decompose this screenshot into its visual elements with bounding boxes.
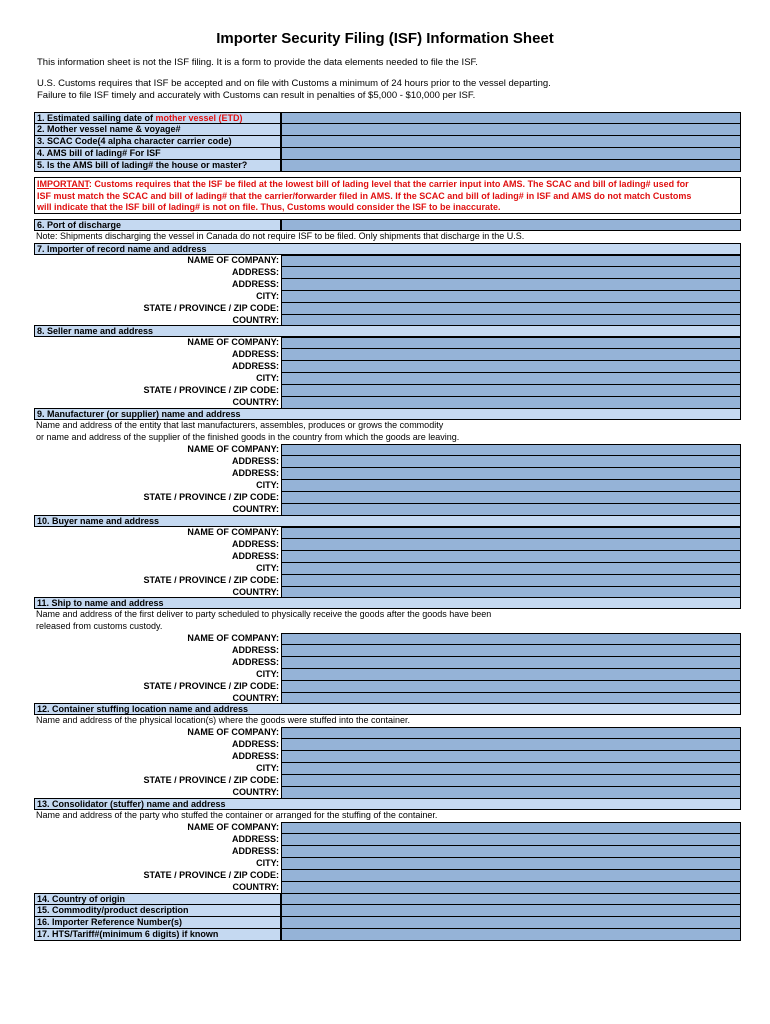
field-label: ADDRESS: (231, 834, 279, 844)
field-row (34, 775, 741, 787)
section-description: released from customs custody. (36, 621, 163, 631)
field-row (34, 539, 741, 551)
stuffing-city-input[interactable] (281, 763, 741, 775)
field-label: CITY: (256, 291, 279, 301)
field-label: NAME OF COMPANY: (187, 255, 279, 265)
stuffing-address-input-1[interactable] (281, 739, 741, 751)
ship-to-company-input[interactable] (281, 633, 741, 645)
consolidator-state-zip-input[interactable] (281, 870, 741, 882)
top-questions-table (34, 112, 741, 172)
field-label: ADDRESS: (231, 468, 279, 478)
section-header-importer: 7. Importer of record name and address (34, 243, 741, 255)
consolidator-company-input[interactable] (281, 822, 741, 834)
field-row (34, 739, 741, 751)
question-row-scac (34, 136, 741, 148)
section-description: Name and address of the physical location(s) where the goods were stuffed into the container. (36, 715, 411, 725)
field-label: COUNTRY: (232, 587, 279, 597)
question-row-port (34, 219, 741, 231)
field-row (34, 858, 741, 870)
field-label: ADDRESS: (231, 645, 279, 655)
field-label: STATE / PROVINCE / ZIP CODE: (143, 303, 279, 313)
scac-code-input[interactable] (281, 136, 741, 148)
question-row-house-master (34, 160, 741, 172)
buyer-address-input-2[interactable] (281, 551, 741, 563)
intro-requirement: U.S. Customs requires that ISF be accepted and on file with Customs a minimum of 24 hours prior to the vessel departing. (37, 78, 551, 89)
commodity-description-input[interactable] (281, 905, 741, 917)
field-row (34, 349, 741, 361)
page-title: Importer Security Filing (ISF) Information Sheet (216, 30, 554, 47)
section-description: Name and address of the first deliver to party scheduled to physically receive the goods after the goods have been (36, 609, 492, 619)
stuffing-address-input-2[interactable] (281, 751, 741, 763)
question-label-etd: 1. Estimated sailing date of mother vessel (ETD) (34, 112, 281, 124)
field-row (34, 468, 741, 480)
importer-reference-input[interactable] (281, 917, 741, 929)
question-label-reference: 16. Importer Reference Number(s) (34, 917, 281, 929)
field-label: ADDRESS: (231, 361, 279, 371)
field-label: CITY: (256, 763, 279, 773)
manufacturer-company-input[interactable] (281, 444, 741, 456)
question-label-house-master: 5. Is the AMS bill of lading# the house or master? (34, 160, 281, 172)
field-label: COUNTRY: (232, 315, 279, 325)
section-header-consolidator: 13. Consolidator (stuffer) name and address (34, 798, 741, 810)
field-label: STATE / PROVINCE / ZIP CODE: (143, 775, 279, 785)
importer-company-input[interactable] (281, 255, 741, 267)
section-consolidator (34, 798, 741, 894)
field-label: ADDRESS: (231, 539, 279, 549)
section-description: Name and address of the entity that last manufacturers, assembles, produces or grows the commodity (36, 420, 444, 430)
question-label-commodity: 15. Commodity/product description (34, 905, 281, 917)
field-label: COUNTRY: (232, 397, 279, 407)
section-header-stuffing-location: 12. Container stuffing location name and address (34, 703, 741, 715)
question-label-bol: 4. AMS bill of lading# For ISF (34, 148, 281, 160)
field-label: ADDRESS: (231, 267, 279, 277)
field-row (34, 657, 741, 669)
importer-address-input-2[interactable] (281, 279, 741, 291)
field-row (34, 846, 741, 858)
field-label: STATE / PROVINCE / ZIP CODE: (143, 870, 279, 880)
port-note: Note: Shipments discharging the vessel in Canada do not require ISF to be filed. Only shipments that discharge in the U.S. (36, 231, 525, 241)
field-row (34, 669, 741, 681)
section-manufacturer (34, 408, 741, 516)
manufacturer-state-zip-input[interactable] (281, 492, 741, 504)
field-row (34, 279, 741, 291)
question-label-hts: 17. HTS/Tariff#(minimum 6 digits) if known (34, 929, 281, 941)
field-row (34, 444, 741, 456)
field-row (34, 575, 741, 587)
importer-state-zip-input[interactable] (281, 303, 741, 315)
field-row (34, 727, 741, 739)
stuffing-state-zip-input[interactable] (281, 775, 741, 787)
intro-penalty: Failure to file ISF timely and accurately with Customs can result in penalties of $5,000 - $10,000 per ISF. (37, 90, 476, 101)
section-description: Name and address of the party who stuffed the container or arranged for the stuffing of the container. (36, 810, 438, 820)
section-header-ship-to: 11. Ship to name and address (34, 597, 741, 609)
field-label: STATE / PROVINCE / ZIP CODE: (143, 681, 279, 691)
field-label: COUNTRY: (232, 504, 279, 514)
field-label: CITY: (256, 669, 279, 679)
manufacturer-address-input-2[interactable] (281, 468, 741, 480)
field-label: NAME OF COMPANY: (187, 727, 279, 737)
field-row (34, 385, 741, 397)
field-row (34, 337, 741, 349)
section-stuffing-location (34, 703, 741, 799)
bottom-questions-table (34, 893, 741, 941)
field-row (34, 633, 741, 645)
hts-tariff-input[interactable] (281, 929, 741, 941)
question-label-port: 6. Port of discharge (34, 219, 281, 231)
question-label-origin: 14. Country of origin (34, 893, 281, 905)
country-of-origin-input[interactable] (281, 893, 741, 905)
field-row (34, 291, 741, 303)
field-label: ADDRESS: (231, 551, 279, 561)
field-label: NAME OF COMPANY: (187, 337, 279, 347)
field-row (34, 492, 741, 504)
important-notice: IMPORTANT: Customs requires that the ISF be filed at the lowest bill of lading level that the carrier input into AMS. The SCAC and bill of lading# used for ISF must match the SCAC and bill of lading# that the carrier/forwarder filed in AMS. If the SCAC and bill of lading# in ISF and AMS do not match Customs will indicate that the ISF bill of lading# is not on file. Thus, Customs would consider the ISF to be inaccurate. (34, 177, 741, 214)
field-row (34, 361, 741, 373)
field-label: COUNTRY: (232, 787, 279, 797)
question-label-vessel: 2. Mother vessel name & voyage# (34, 124, 281, 136)
important-label: IMPORTANT (37, 179, 89, 189)
field-label: CITY: (256, 858, 279, 868)
section-header-manufacturer: 9. Manufacturer (or supplier) name and address (34, 408, 741, 420)
field-row (34, 303, 741, 315)
field-label: ADDRESS: (231, 349, 279, 359)
field-row (34, 480, 741, 492)
field-row (34, 527, 741, 539)
field-label: CITY: (256, 373, 279, 383)
question-row-etd (34, 112, 741, 124)
field-label: NAME OF COMPANY: (187, 444, 279, 454)
section-header-buyer: 10. Buyer name and address (34, 515, 741, 527)
section-header-seller: 8. Seller name and address (34, 325, 741, 337)
seller-state-zip-input[interactable] (281, 385, 741, 397)
importer-address-input-1[interactable] (281, 267, 741, 279)
seller-city-input[interactable] (281, 373, 741, 385)
field-label: NAME OF COMPANY: (187, 633, 279, 643)
seller-address-input-1[interactable] (281, 349, 741, 361)
field-row (34, 870, 741, 882)
field-label: STATE / PROVINCE / ZIP CODE: (143, 385, 279, 395)
field-row (34, 763, 741, 775)
field-row (34, 373, 741, 385)
field-label: COUNTRY: (232, 693, 279, 703)
question-row-origin (34, 893, 741, 905)
buyer-state-zip-input[interactable] (281, 575, 741, 587)
stuffing-company-input[interactable] (281, 727, 741, 739)
consolidator-city-input[interactable] (281, 858, 741, 870)
consolidator-address-input-2[interactable] (281, 846, 741, 858)
question-row-vessel (34, 124, 741, 136)
section-description: or name and address of the supplier of the finished goods in the country from which the goods are leaving. (36, 432, 460, 442)
field-row (34, 681, 741, 693)
field-row (34, 563, 741, 575)
field-label: ADDRESS: (231, 751, 279, 761)
field-label: ADDRESS: (231, 279, 279, 289)
section-buyer (34, 515, 741, 599)
field-label: COUNTRY: (232, 882, 279, 892)
ship-to-city-input[interactable] (281, 669, 741, 681)
intro-disclaimer: This information sheet is not the ISF filing. It is a form to provide the data elements needed to file the ISF. (37, 57, 478, 68)
field-label: STATE / PROVINCE / ZIP CODE: (143, 575, 279, 585)
field-row (34, 751, 741, 763)
section-importer (34, 243, 741, 327)
field-row (34, 645, 741, 657)
field-label: ADDRESS: (231, 657, 279, 667)
field-label: ADDRESS: (231, 739, 279, 749)
field-label: STATE / PROVINCE / ZIP CODE: (143, 492, 279, 502)
ams-bol-input[interactable] (281, 148, 741, 160)
importer-city-input[interactable] (281, 291, 741, 303)
question-row-reference (34, 917, 741, 929)
manufacturer-city-input[interactable] (281, 480, 741, 492)
field-label: ADDRESS: (231, 846, 279, 856)
field-row (34, 456, 741, 468)
port-of-discharge-input[interactable] (281, 219, 741, 231)
port-of-discharge-table (34, 219, 741, 243)
section-ship-to (34, 597, 741, 705)
manufacturer-address-input-1[interactable] (281, 456, 741, 468)
field-row (34, 551, 741, 563)
field-label: NAME OF COMPANY: (187, 822, 279, 832)
field-label: NAME OF COMPANY: (187, 527, 279, 537)
ship-to-state-zip-input[interactable] (281, 681, 741, 693)
vessel-voyage-input[interactable] (281, 124, 741, 136)
section-seller (34, 325, 741, 409)
question-row-commodity (34, 905, 741, 917)
buyer-city-input[interactable] (281, 563, 741, 575)
seller-address-input-2[interactable] (281, 361, 741, 373)
field-row (34, 267, 741, 279)
etd-input[interactable] (281, 112, 741, 124)
seller-company-input[interactable] (281, 337, 741, 349)
field-label: ADDRESS: (231, 456, 279, 466)
house-master-input[interactable] (281, 160, 741, 172)
field-label: CITY: (256, 563, 279, 573)
ship-to-address-input-2[interactable] (281, 657, 741, 669)
field-row (34, 834, 741, 846)
buyer-address-input-1[interactable] (281, 539, 741, 551)
buyer-company-input[interactable] (281, 527, 741, 539)
question-label-scac: 3. SCAC Code(4 alpha character carrier code) (34, 136, 281, 148)
field-label: CITY: (256, 480, 279, 490)
field-row (34, 822, 741, 834)
consolidator-address-input-1[interactable] (281, 834, 741, 846)
ship-to-address-input-1[interactable] (281, 645, 741, 657)
question-row-hts (34, 929, 741, 941)
field-row (34, 255, 741, 267)
question-row-bol (34, 148, 741, 160)
